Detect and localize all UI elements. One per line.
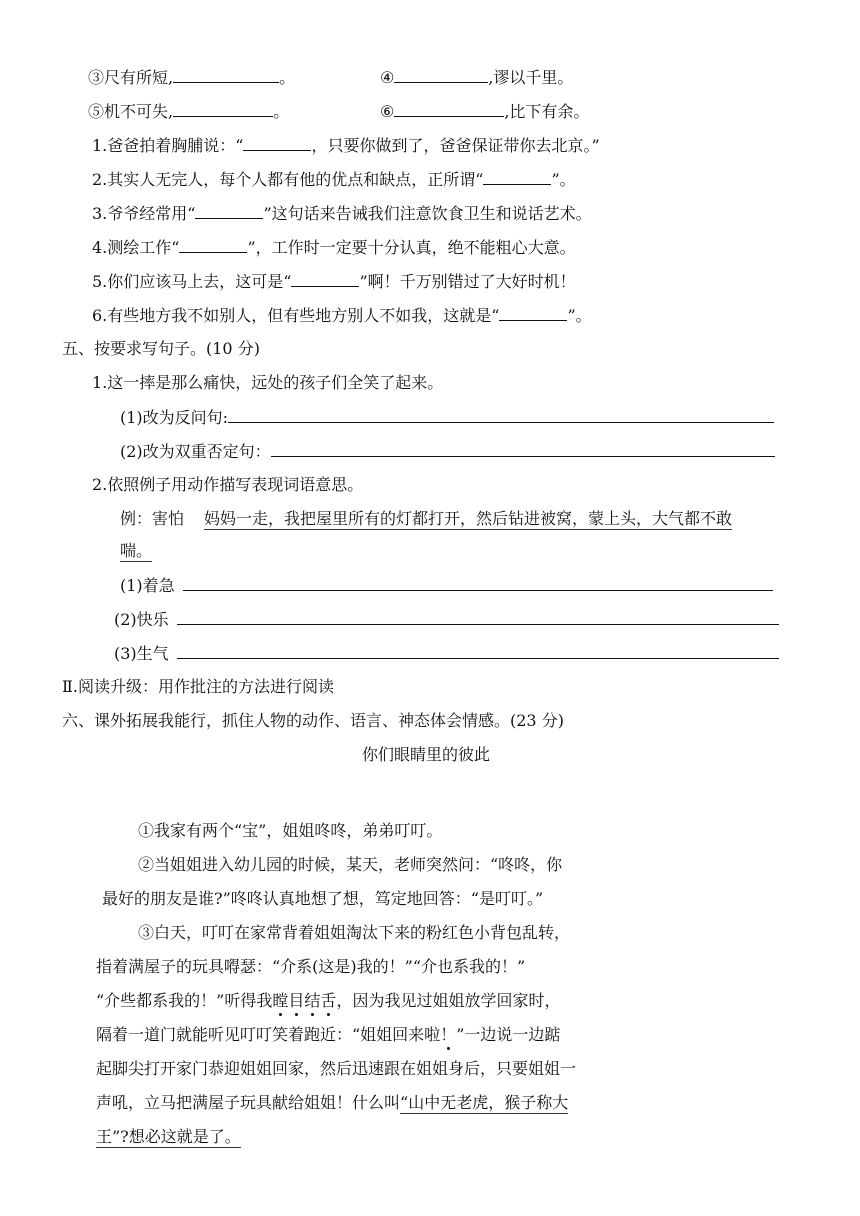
section-5-q1-2: [120, 440, 775, 463]
q1-1-answer-line[interactable]: [228, 406, 774, 423]
fill-4-prefix: 4.测绘工作“: [92, 238, 180, 257]
fill-4-suffix: ”，工作时一定要十分认真，绝不能粗心大意。: [247, 238, 576, 257]
fill-1-prefix: 1.爸爸拍着胸脯说：“: [92, 136, 244, 155]
fill-1-suffix: ，只要你做到了，爸爸保证带你去北京。”: [311, 136, 600, 155]
passage-p3-line2: 指着满屋子的玩具嘚瑟：“介系(这是)我的！”“介也系我的！”: [96, 957, 526, 976]
idiom-3-suffix: 。: [279, 68, 296, 87]
part-2-heading: Ⅱ.阅读升级：用作批注的方法进行阅读: [62, 677, 334, 696]
fill-1-blank[interactable]: [243, 134, 311, 151]
fill-question-6: [92, 304, 592, 327]
fill-question-2: [92, 168, 576, 191]
passage-p3-line4: [96, 1024, 560, 1046]
section-6-heading: 六、课外拓展我能行，抓住人物的动作、语言、神态体会情感。(23 分): [62, 711, 564, 730]
dotted-char: 目: [288, 991, 305, 1010]
idiom-3: [88, 66, 295, 89]
passage-p3-line6: [96, 1092, 568, 1114]
passage-title: 你们眼睛里的彼此: [362, 745, 491, 764]
section-5-q2-3: [114, 642, 779, 665]
passage-p3-line3: [96, 990, 560, 1012]
dotted-char: ！: [440, 1025, 457, 1044]
fill-5-suffix: ”啊！千万别错过了大好时机！: [359, 272, 576, 291]
q2-3-answer-line[interactable]: [177, 642, 779, 659]
fill-5-blank[interactable]: [291, 270, 359, 287]
fill-6-blank[interactable]: [499, 304, 567, 321]
idiom-5-prefix: ⑤机不可失,: [88, 102, 174, 121]
fill-question-4: [92, 236, 576, 259]
fill-4-blank[interactable]: [179, 236, 247, 253]
p3-line3-end: ，因为我见过姐姐放学回家时，: [336, 991, 561, 1010]
q1-2-label: (2)改为双重否定句：: [120, 442, 271, 461]
idiom-5-blank[interactable]: [173, 100, 273, 117]
section-5-q2-2: [114, 608, 779, 631]
idiom-5-suffix: 。: [273, 102, 290, 121]
passage-p1: ①我家有两个“宝”，姐姐咚咚，弟弟叮叮。: [138, 821, 443, 840]
q2-1-answer-line[interactable]: [183, 574, 773, 591]
q2-3-label: (3)生气: [114, 644, 169, 663]
fill-question-1: [92, 134, 600, 157]
annotated-phrase: “山中无老虎，猴子称大: [400, 1093, 569, 1112]
fill-3-suffix: ”这句话来告诫我们注意饮食卫生和说话艺术。: [263, 204, 592, 223]
fill-3-blank[interactable]: [195, 202, 263, 219]
dotted-char: 瞠: [272, 991, 289, 1010]
p3-line6-start: 声吼，立马把满屋子玩具献给姐姐！什么叫: [96, 1093, 401, 1112]
q2-1-label: (1)着急: [120, 576, 175, 595]
q1-2-answer-line[interactable]: [271, 440, 775, 457]
q2-2-label: (2)快乐: [114, 610, 169, 629]
q2-2-answer-line[interactable]: [177, 608, 779, 625]
dotted-char: 结: [304, 991, 321, 1010]
fill-2-suffix: ”。: [551, 170, 576, 189]
passage-p3-line7: [96, 1126, 241, 1148]
passage-p2-line2: 最好的朋友是谁?”咚咚认真地想了想，笃定地回答：“是叮叮。”: [102, 889, 544, 908]
fill-2-blank[interactable]: [483, 168, 551, 185]
example-label: 例：害怕: [120, 509, 185, 528]
passage-p3-line1: ③白天，叮叮在家常背着姐姐淘汰下来的粉红色小背包乱转，: [138, 923, 571, 942]
p3-line4-end: ”一边说一边踮: [456, 1025, 561, 1044]
example-text: 妈妈一走，我把屋里所有的灯都打开，然后钻进被窝，蒙上头，大气都不敢: [204, 509, 733, 528]
passage-p3-line5: 起脚尖打开家门恭迎姐姐回家，然后迅速跟在姐姐身后，只要姐姐一: [96, 1059, 577, 1078]
idiom-6-prefix: ⑥: [380, 102, 395, 121]
idiom-6: [380, 100, 589, 123]
idiom-6-suffix: ,比下有余。: [504, 102, 590, 121]
idiom-3-blank[interactable]: [173, 66, 279, 83]
fill-question-3: [92, 202, 592, 225]
fill-3-prefix: 3.爷爷经常用“: [92, 204, 196, 223]
example-line-2: [120, 540, 152, 562]
idiom-4-prefix: ④: [380, 68, 395, 87]
idiom-4-suffix: ,谬以千里。: [488, 68, 574, 87]
fill-6-prefix: 6.有些地方我不如别人，但有些地方别人不如我，这就是“: [92, 306, 500, 325]
fill-5-prefix: 5.你们应该马上去，这可是“: [92, 272, 292, 291]
passage-p2-line1: ②当姐姐进入幼儿园的时候，某天，老师突然问：“咚咚，你: [138, 855, 563, 874]
q1-1-label: (1)改为反问句:: [120, 408, 229, 427]
dotted-char: 舌: [320, 991, 337, 1010]
idiom-3-prefix: ③尺有所短,: [88, 68, 174, 87]
fill-6-suffix: ”。: [567, 306, 592, 325]
section-5-q2: 2.依照例子用动作描写表现词语意思。: [92, 475, 364, 494]
idiom-4: [380, 66, 573, 89]
idiom-4-blank[interactable]: [394, 66, 488, 83]
annotated-phrase-end: 王”?想必这就是了。: [96, 1127, 241, 1146]
fill-2-prefix: 2.其实人无完人，每个人都有他的优点和缺点，正所谓“: [92, 170, 484, 189]
idiom-6-blank[interactable]: [394, 100, 504, 117]
section-5-q2-1: [120, 574, 773, 597]
example-line-1: [120, 508, 732, 530]
section-5-q1-1: [120, 406, 774, 429]
section-5-heading: 五、按要求写句子。(10 分): [62, 339, 260, 358]
example-text-end: 喘。: [120, 541, 153, 560]
section-5-q1: 1.这一摔是那么痛快，远处的孩子们全笑了起来。: [92, 373, 444, 392]
p3-line4-start: 隔着一道门就能听见叮叮笑着跑近：“姐姐回来啦: [96, 1025, 441, 1044]
idiom-5: [88, 100, 289, 123]
fill-question-5: [92, 270, 576, 293]
p3-line3-start: “介些都系我的！”听得我: [96, 991, 273, 1010]
